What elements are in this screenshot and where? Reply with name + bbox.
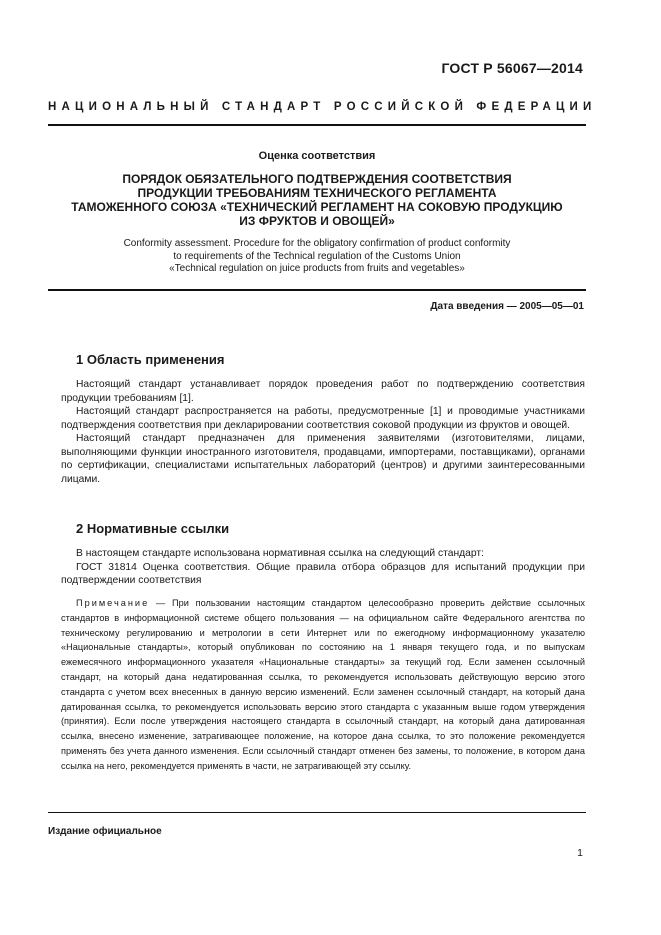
section-2-paragraph: В настоящем стандарте использована нормативная ссылка на следующий стандарт: (76, 548, 484, 559)
note-paragraph (61, 596, 585, 774)
section-1-heading: 1 Область применения (76, 352, 225, 367)
russian-title-line: ИЗ ФРУКТОВ И ОВОЩЕЙ» (239, 214, 395, 228)
section-2-body (61, 547, 585, 588)
edition-label: Издание официальное (48, 826, 162, 837)
section-1-paragraph: Настоящий стандарт предназначен для применения заявителями (изготовителями, лицами, выполняющими функции иностранного изготовителя, продавцами, импортерами, поставщиками), органами по сертификации, специалистами испытательных лабораторий (центров) и другими заинтересованными лицами. (61, 433, 585, 485)
section-1-paragraph: Настоящий стандарт устанавливает порядок проведения работ по подтверждению соответствия продукции требованиям [1]. (61, 379, 585, 404)
english-title-line: to requirements of the Technical regulation of the Customs Union (173, 250, 461, 262)
note-label: Примечание (76, 598, 150, 608)
note-block (61, 596, 585, 774)
introduction-date: Дата введения — 2005—05—01 (430, 301, 584, 312)
section-2-heading: 2 Нормативные ссылки (76, 521, 230, 536)
section-2-paragraph: ГОСТ 31814 Оценка соответствия. Общие правила отбора образцов для испытаний продукции при подтверждении соответствия (61, 561, 585, 586)
doc-number: ГОСТ Р 56067—2014 (441, 60, 583, 76)
russian-title-line: ПРОДУКЦИИ ТРЕБОВАНИЯМ ТЕХНИЧЕСКОГО РЕГЛАМЕНТА (137, 186, 497, 200)
russian-title-line: ТАМОЖЕННОГО СОЮЗА «ТЕХНИЧЕСКИЙ РЕГЛАМЕНТ НА СОКОВУЮ ПРОДУКЦИЮ (71, 200, 563, 214)
note-text: — При пользовании настоящим стандартом целесообразно проверить действие ссылочных стандартов в информационной системе общего пользования — на официальном сайте Федерального агентства по техническому регулированию и метрологии в сети Интернет или по ежегодному информационному указателю «Национальные стандарты», который опубликован по состоянию на 1 января текущего года, и по выпускам ежемесячного информационного указателя «Национальные стандарты» за текущий год. Если заменен ссылочный стандарт, на который дана недатированная ссылка, то рекомендуется использовать действующую версию этого стандарта с учетом всех внесенных в данную версию изменений. Если заменен ссылочный стандарт, на который дана датированная ссылка, то рекомендуется использовать версию этого стандарта с указанным выше годом утверждения (принятия). Если после утверждения настоящего стандарта в ссылочный стандарт, на который дана датированная ссылка, внесено изменение, затрагивающее положение, на которое дана ссылка, то это положение рекомендуется применять без учета данного изменения. Если ссылочный стандарт отменен без замены, то положение, в котором дана ссылка на него, рекомендуется применять в части, не затрагивающей эту ссылку. (61, 598, 585, 771)
english-title-line: Conformity assessment. Procedure for the obligatory confirmation of product conformity (123, 238, 511, 249)
top-rule (48, 124, 586, 126)
standard-category: Оценка соответствия (258, 150, 376, 162)
section-1-paragraph: Настоящий стандарт распространяется на работы, предусмотренные [1] и проводимые участниками подтверждения соответствия при декларировании соответствия соковой продукции из фруктов и овощей. (61, 406, 585, 431)
page-number: 1 (577, 847, 583, 859)
english-title (48, 238, 586, 276)
title-bottom-rule (48, 289, 586, 291)
section-1-body (61, 378, 585, 486)
footer-rule (48, 812, 586, 813)
russian-title-line: ПОРЯДОК ОБЯЗАТЕЛЬНОГО ПОДТВЕРЖДЕНИЯ СООТВЕТСТВИЯ (122, 172, 512, 186)
russian-title (48, 172, 586, 228)
national-standard-banner: НАЦИОНАЛЬНЫЙ СТАНДАРТ РОССИЙСКОЙ ФЕДЕРАЦИИ (48, 101, 597, 113)
english-title-line: «Technical regulation on juice products from fruits and vegetables» (169, 263, 465, 274)
